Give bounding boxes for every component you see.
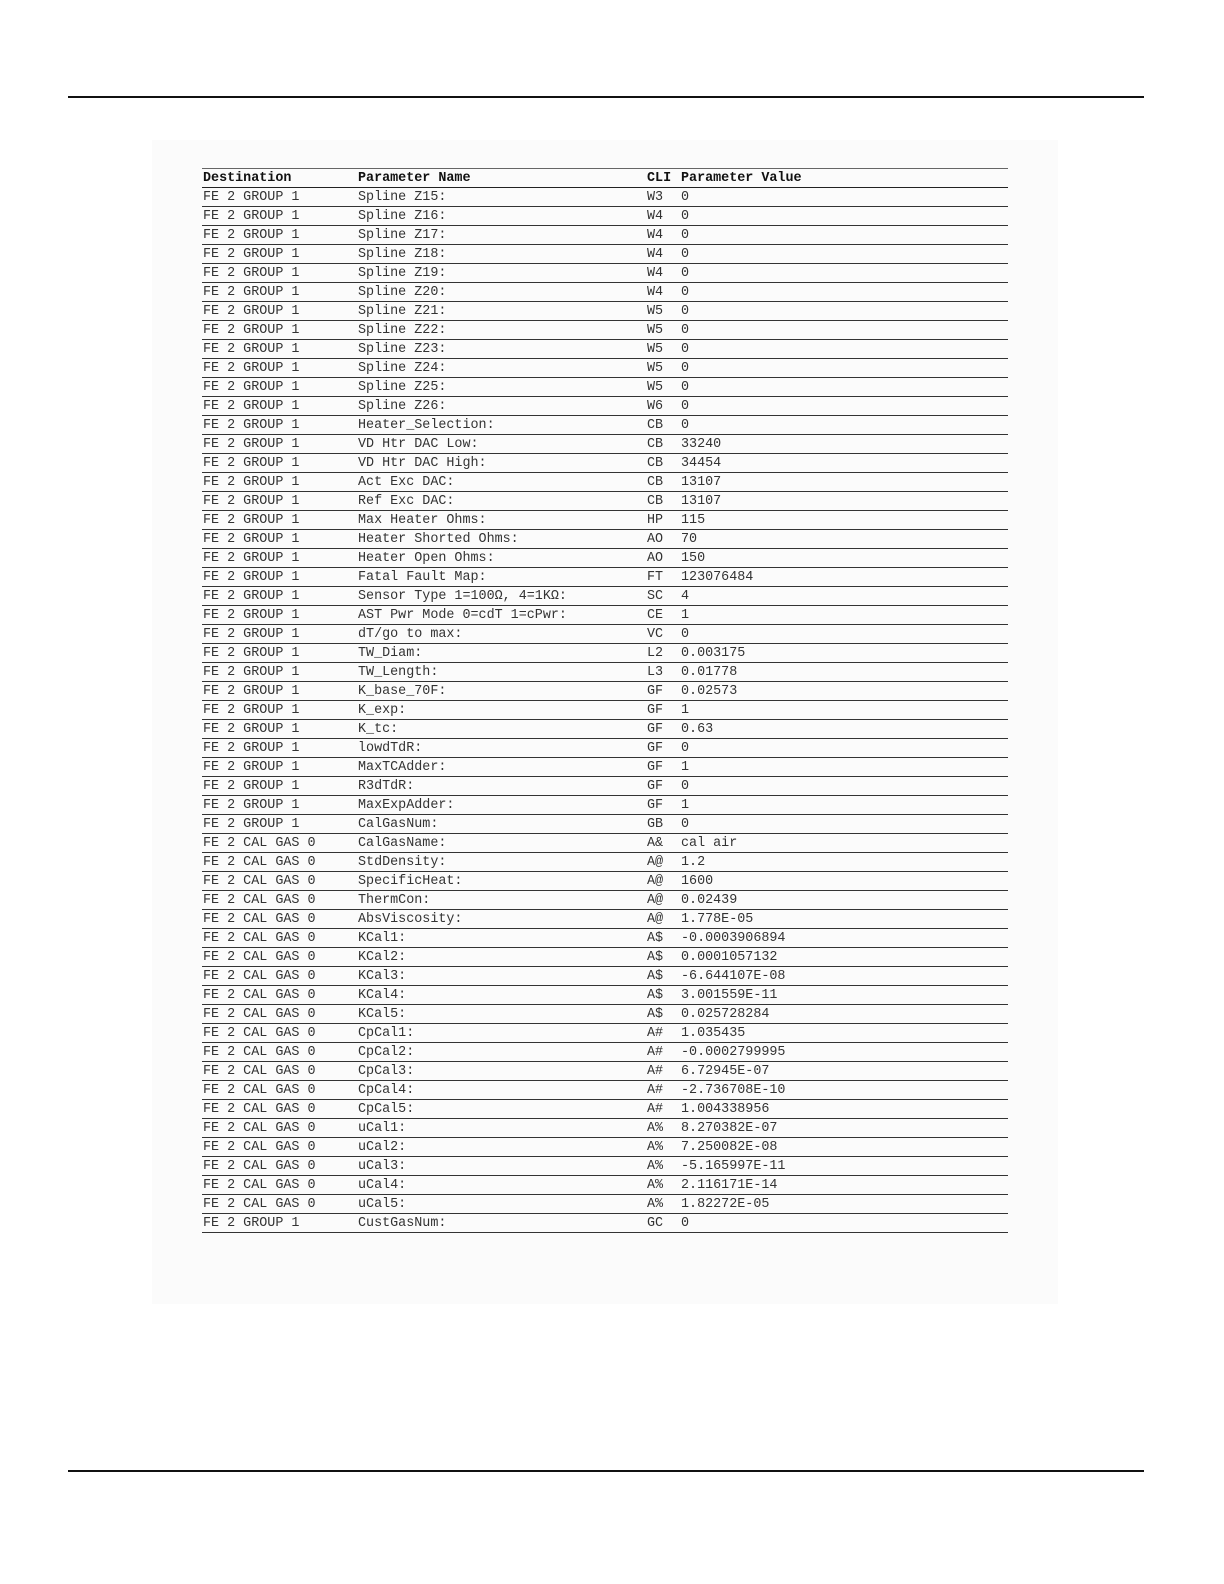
cell-parameter-value: 33240 bbox=[680, 435, 1008, 454]
cell-parameter-value: 1.035435 bbox=[680, 1024, 1008, 1043]
table-row bbox=[202, 815, 1008, 834]
cell-parameter-name: KCal3: bbox=[357, 967, 646, 986]
cell-cli: GF bbox=[646, 796, 680, 815]
cell-cli: A% bbox=[646, 1157, 680, 1176]
cell-cli: W5 bbox=[646, 378, 680, 397]
cell-parameter-value: -6.644107E-08 bbox=[680, 967, 1008, 986]
cell-parameter-value: 0 bbox=[680, 815, 1008, 834]
table-row bbox=[202, 644, 1008, 663]
table-row bbox=[202, 283, 1008, 302]
cell-parameter-name: TW_Diam: bbox=[357, 644, 646, 663]
cell-parameter-value: -0.0003906894 bbox=[680, 929, 1008, 948]
cell-parameter-name: Spline Z20: bbox=[357, 283, 646, 302]
cell-parameter-value: 1600 bbox=[680, 872, 1008, 891]
cell-destination: FE 2 GROUP 1 bbox=[202, 587, 357, 606]
cell-cli: A$ bbox=[646, 986, 680, 1005]
cell-cli: A# bbox=[646, 1024, 680, 1043]
cell-destination: FE 2 GROUP 1 bbox=[202, 606, 357, 625]
cell-parameter-value: 0 bbox=[680, 226, 1008, 245]
cell-parameter-value: 2.116171E-14 bbox=[680, 1176, 1008, 1195]
cell-destination: FE 2 GROUP 1 bbox=[202, 302, 357, 321]
cell-parameter-name: dT/go to max: bbox=[357, 625, 646, 644]
table-row bbox=[202, 777, 1008, 796]
cell-parameter-name: uCal1: bbox=[357, 1119, 646, 1138]
table-row bbox=[202, 587, 1008, 606]
cell-cli: CB bbox=[646, 416, 680, 435]
cell-parameter-name: KCal4: bbox=[357, 986, 646, 1005]
footer-rule bbox=[68, 1470, 1144, 1472]
cell-parameter-value: 150 bbox=[680, 549, 1008, 568]
cell-parameter-value: 13107 bbox=[680, 473, 1008, 492]
cell-parameter-name: Spline Z18: bbox=[357, 245, 646, 264]
table-row bbox=[202, 1024, 1008, 1043]
cell-cli: CB bbox=[646, 492, 680, 511]
cell-parameter-name: Heater Open Ohms: bbox=[357, 549, 646, 568]
cell-parameter-value: 0 bbox=[680, 245, 1008, 264]
cell-destination: FE 2 GROUP 1 bbox=[202, 720, 357, 739]
table-row bbox=[202, 1100, 1008, 1119]
cell-destination: FE 2 GROUP 1 bbox=[202, 644, 357, 663]
table-row bbox=[202, 340, 1008, 359]
cell-parameter-name: ThermCon: bbox=[357, 891, 646, 910]
cell-cli: A% bbox=[646, 1119, 680, 1138]
cell-parameter-name: KCal1: bbox=[357, 929, 646, 948]
cell-parameter-value: 0 bbox=[680, 302, 1008, 321]
table-row bbox=[202, 1214, 1008, 1233]
cell-parameter-value: 4 bbox=[680, 587, 1008, 606]
cell-destination: FE 2 GROUP 1 bbox=[202, 625, 357, 644]
table-row bbox=[202, 416, 1008, 435]
cell-parameter-value: 0 bbox=[680, 378, 1008, 397]
cell-destination: FE 2 GROUP 1 bbox=[202, 283, 357, 302]
cell-parameter-name: KCal2: bbox=[357, 948, 646, 967]
cell-parameter-name: AbsViscosity: bbox=[357, 910, 646, 929]
cell-parameter-value: 0 bbox=[680, 283, 1008, 302]
table-row bbox=[202, 359, 1008, 378]
cell-parameter-value: 0.01778 bbox=[680, 663, 1008, 682]
cell-destination: FE 2 GROUP 1 bbox=[202, 796, 357, 815]
cell-parameter-name: StdDensity: bbox=[357, 853, 646, 872]
cell-cli: GB bbox=[646, 815, 680, 834]
table-row bbox=[202, 302, 1008, 321]
cell-cli: A# bbox=[646, 1043, 680, 1062]
cell-parameter-name: uCal3: bbox=[357, 1157, 646, 1176]
table-body bbox=[202, 188, 1008, 1233]
cell-parameter-value: 13107 bbox=[680, 492, 1008, 511]
table-row bbox=[202, 1176, 1008, 1195]
cell-cli: W4 bbox=[646, 207, 680, 226]
cell-destination: FE 2 CAL GAS 0 bbox=[202, 1081, 357, 1100]
cell-parameter-name: K_base_70F: bbox=[357, 682, 646, 701]
cell-parameter-name: Heater_Selection: bbox=[357, 416, 646, 435]
cell-cli: W5 bbox=[646, 321, 680, 340]
table-row bbox=[202, 796, 1008, 815]
cell-cli: W4 bbox=[646, 283, 680, 302]
cell-destination: FE 2 GROUP 1 bbox=[202, 359, 357, 378]
cell-cli: VC bbox=[646, 625, 680, 644]
cell-parameter-value: -0.0002799995 bbox=[680, 1043, 1008, 1062]
cell-destination: FE 2 GROUP 1 bbox=[202, 1214, 357, 1233]
cell-cli: GF bbox=[646, 758, 680, 777]
cell-destination: FE 2 CAL GAS 0 bbox=[202, 1062, 357, 1081]
cell-parameter-name: Spline Z16: bbox=[357, 207, 646, 226]
table-row bbox=[202, 967, 1008, 986]
table-row bbox=[202, 1195, 1008, 1214]
cell-parameter-name: CpCal5: bbox=[357, 1100, 646, 1119]
cell-cli: A% bbox=[646, 1138, 680, 1157]
cell-cli: A# bbox=[646, 1081, 680, 1100]
cell-parameter-name: TW_Length: bbox=[357, 663, 646, 682]
cell-cli: A$ bbox=[646, 1005, 680, 1024]
cell-destination: FE 2 CAL GAS 0 bbox=[202, 1005, 357, 1024]
cell-parameter-name: KCal5: bbox=[357, 1005, 646, 1024]
table-row bbox=[202, 625, 1008, 644]
cell-parameter-name: Spline Z17: bbox=[357, 226, 646, 245]
cell-parameter-value: 0 bbox=[680, 264, 1008, 283]
cell-destination: FE 2 GROUP 1 bbox=[202, 739, 357, 758]
table-row bbox=[202, 910, 1008, 929]
table-row bbox=[202, 264, 1008, 283]
cell-parameter-name: Spline Z19: bbox=[357, 264, 646, 283]
cell-cli: A& bbox=[646, 834, 680, 853]
cell-parameter-name: Spline Z26: bbox=[357, 397, 646, 416]
column-header-parameter-name: Parameter Name bbox=[357, 169, 646, 188]
cell-cli: CB bbox=[646, 454, 680, 473]
cell-cli: A@ bbox=[646, 891, 680, 910]
table-row bbox=[202, 891, 1008, 910]
cell-parameter-name: Act Exc DAC: bbox=[357, 473, 646, 492]
cell-parameter-value: 0.02573 bbox=[680, 682, 1008, 701]
cell-parameter-name: uCal2: bbox=[357, 1138, 646, 1157]
table-row bbox=[202, 378, 1008, 397]
cell-parameter-value: 0 bbox=[680, 340, 1008, 359]
cell-parameter-name: uCal5: bbox=[357, 1195, 646, 1214]
cell-cli: GC bbox=[646, 1214, 680, 1233]
table-row bbox=[202, 492, 1008, 511]
column-header-cli: CLI bbox=[646, 169, 680, 188]
table-row bbox=[202, 1005, 1008, 1024]
table-row bbox=[202, 986, 1008, 1005]
cell-parameter-name: CpCal3: bbox=[357, 1062, 646, 1081]
cell-destination: FE 2 GROUP 1 bbox=[202, 378, 357, 397]
cell-parameter-name: R3dTdR: bbox=[357, 777, 646, 796]
cell-parameter-value: 0.0001057132 bbox=[680, 948, 1008, 967]
cell-destination: FE 2 GROUP 1 bbox=[202, 511, 357, 530]
cell-destination: FE 2 GROUP 1 bbox=[202, 321, 357, 340]
cell-cli: GF bbox=[646, 720, 680, 739]
cell-parameter-value: 0 bbox=[680, 625, 1008, 644]
cell-parameter-value: 0 bbox=[680, 207, 1008, 226]
header-rule bbox=[68, 96, 1144, 98]
cell-destination: FE 2 GROUP 1 bbox=[202, 549, 357, 568]
cell-destination: FE 2 CAL GAS 0 bbox=[202, 1100, 357, 1119]
table-row bbox=[202, 435, 1008, 454]
cell-parameter-name: Spline Z15: bbox=[357, 188, 646, 207]
cell-parameter-value: 0.63 bbox=[680, 720, 1008, 739]
cell-destination: FE 2 CAL GAS 0 bbox=[202, 1024, 357, 1043]
cell-cli: W3 bbox=[646, 188, 680, 207]
table-row bbox=[202, 1157, 1008, 1176]
table-row bbox=[202, 1119, 1008, 1138]
cell-destination: FE 2 GROUP 1 bbox=[202, 340, 357, 359]
cell-parameter-value: 0 bbox=[680, 321, 1008, 340]
cell-parameter-value: 0 bbox=[680, 777, 1008, 796]
parameter-table bbox=[202, 168, 1008, 1233]
cell-cli: SC bbox=[646, 587, 680, 606]
cell-parameter-value: cal air bbox=[680, 834, 1008, 853]
cell-destination: FE 2 GROUP 1 bbox=[202, 188, 357, 207]
cell-cli: A$ bbox=[646, 948, 680, 967]
cell-cli: W4 bbox=[646, 226, 680, 245]
cell-parameter-value: 123076484 bbox=[680, 568, 1008, 587]
cell-cli: AO bbox=[646, 530, 680, 549]
cell-cli: A$ bbox=[646, 929, 680, 948]
table-row bbox=[202, 758, 1008, 777]
table-row bbox=[202, 188, 1008, 207]
cell-cli: HP bbox=[646, 511, 680, 530]
cell-destination: FE 2 GROUP 1 bbox=[202, 473, 357, 492]
cell-destination: FE 2 GROUP 1 bbox=[202, 416, 357, 435]
cell-cli: A@ bbox=[646, 853, 680, 872]
cell-destination: FE 2 CAL GAS 0 bbox=[202, 1195, 357, 1214]
cell-parameter-name: CalGasName: bbox=[357, 834, 646, 853]
cell-parameter-value: 1 bbox=[680, 701, 1008, 720]
cell-parameter-name: Ref Exc DAC: bbox=[357, 492, 646, 511]
cell-cli: GF bbox=[646, 701, 680, 720]
cell-parameter-value: 1 bbox=[680, 758, 1008, 777]
cell-parameter-value: 0 bbox=[680, 416, 1008, 435]
cell-destination: FE 2 GROUP 1 bbox=[202, 701, 357, 720]
cell-cli: FT bbox=[646, 568, 680, 587]
table-row bbox=[202, 530, 1008, 549]
cell-parameter-name: Sensor Type 1=100Ω, 4=1KΩ: bbox=[357, 587, 646, 606]
column-header-destination: Destination bbox=[202, 169, 357, 188]
cell-parameter-value: 70 bbox=[680, 530, 1008, 549]
cell-parameter-value: 34454 bbox=[680, 454, 1008, 473]
table-row bbox=[202, 226, 1008, 245]
cell-destination: FE 2 GROUP 1 bbox=[202, 226, 357, 245]
cell-parameter-value: 1.2 bbox=[680, 853, 1008, 872]
column-header-parameter-value: Parameter Value bbox=[680, 169, 1008, 188]
cell-parameter-value: -2.736708E-10 bbox=[680, 1081, 1008, 1100]
cell-parameter-value: 1 bbox=[680, 796, 1008, 815]
cell-destination: FE 2 GROUP 1 bbox=[202, 435, 357, 454]
table-row bbox=[202, 511, 1008, 530]
cell-cli: A$ bbox=[646, 967, 680, 986]
table-header-row bbox=[202, 169, 1008, 188]
cell-cli: A% bbox=[646, 1176, 680, 1195]
cell-parameter-value: 8.270382E-07 bbox=[680, 1119, 1008, 1138]
cell-destination: FE 2 GROUP 1 bbox=[202, 264, 357, 283]
cell-parameter-value: 1.004338956 bbox=[680, 1100, 1008, 1119]
cell-parameter-value: 0.003175 bbox=[680, 644, 1008, 663]
cell-parameter-name: MaxTCAdder: bbox=[357, 758, 646, 777]
cell-parameter-name: CustGasNum: bbox=[357, 1214, 646, 1233]
cell-parameter-value: -5.165997E-11 bbox=[680, 1157, 1008, 1176]
cell-cli: W5 bbox=[646, 340, 680, 359]
cell-destination: FE 2 CAL GAS 0 bbox=[202, 1138, 357, 1157]
table-row bbox=[202, 245, 1008, 264]
cell-destination: FE 2 CAL GAS 0 bbox=[202, 853, 357, 872]
cell-cli: GF bbox=[646, 682, 680, 701]
cell-parameter-value: 0 bbox=[680, 359, 1008, 378]
table-row bbox=[202, 929, 1008, 948]
cell-parameter-name: K_exp: bbox=[357, 701, 646, 720]
cell-destination: FE 2 CAL GAS 0 bbox=[202, 910, 357, 929]
cell-parameter-name: SpecificHeat: bbox=[357, 872, 646, 891]
table-row bbox=[202, 207, 1008, 226]
cell-parameter-name: uCal4: bbox=[357, 1176, 646, 1195]
table-row bbox=[202, 473, 1008, 492]
table-row bbox=[202, 454, 1008, 473]
cell-cli: AO bbox=[646, 549, 680, 568]
cell-parameter-name: VD Htr DAC Low: bbox=[357, 435, 646, 454]
cell-destination: FE 2 GROUP 1 bbox=[202, 207, 357, 226]
cell-parameter-name: Spline Z25: bbox=[357, 378, 646, 397]
cell-parameter-name: CpCal1: bbox=[357, 1024, 646, 1043]
cell-destination: FE 2 CAL GAS 0 bbox=[202, 967, 357, 986]
cell-parameter-name: VD Htr DAC High: bbox=[357, 454, 646, 473]
table-row bbox=[202, 948, 1008, 967]
cell-parameter-value: 115 bbox=[680, 511, 1008, 530]
cell-parameter-value: 1.778E-05 bbox=[680, 910, 1008, 929]
table-row bbox=[202, 1043, 1008, 1062]
cell-parameter-name: AST Pwr Mode 0=cdT 1=cPwr: bbox=[357, 606, 646, 625]
cell-cli: GF bbox=[646, 777, 680, 796]
cell-parameter-name: Heater Shorted Ohms: bbox=[357, 530, 646, 549]
table-row bbox=[202, 701, 1008, 720]
cell-cli: A# bbox=[646, 1062, 680, 1081]
cell-parameter-name: Spline Z23: bbox=[357, 340, 646, 359]
cell-parameter-name: CalGasNum: bbox=[357, 815, 646, 834]
cell-cli: W4 bbox=[646, 264, 680, 283]
cell-parameter-name: Spline Z22: bbox=[357, 321, 646, 340]
table-row bbox=[202, 1081, 1008, 1100]
cell-destination: FE 2 GROUP 1 bbox=[202, 245, 357, 264]
cell-destination: FE 2 GROUP 1 bbox=[202, 530, 357, 549]
cell-parameter-value: 0.025728284 bbox=[680, 1005, 1008, 1024]
cell-destination: FE 2 CAL GAS 0 bbox=[202, 1157, 357, 1176]
cell-destination: FE 2 GROUP 1 bbox=[202, 568, 357, 587]
cell-cli: A@ bbox=[646, 910, 680, 929]
cell-cli: W5 bbox=[646, 359, 680, 378]
cell-parameter-value: 1.82272E-05 bbox=[680, 1195, 1008, 1214]
cell-destination: FE 2 GROUP 1 bbox=[202, 663, 357, 682]
table-row bbox=[202, 834, 1008, 853]
table-row bbox=[202, 321, 1008, 340]
cell-parameter-name: CpCal4: bbox=[357, 1081, 646, 1100]
table-row bbox=[202, 606, 1008, 625]
cell-destination: FE 2 CAL GAS 0 bbox=[202, 1176, 357, 1195]
cell-parameter-value: 0 bbox=[680, 1214, 1008, 1233]
table-row bbox=[202, 720, 1008, 739]
cell-cli: CE bbox=[646, 606, 680, 625]
cell-destination: FE 2 CAL GAS 0 bbox=[202, 834, 357, 853]
cell-destination: FE 2 CAL GAS 0 bbox=[202, 1043, 357, 1062]
table-row bbox=[202, 397, 1008, 416]
table-row bbox=[202, 853, 1008, 872]
cell-destination: FE 2 GROUP 1 bbox=[202, 454, 357, 473]
table-row bbox=[202, 663, 1008, 682]
cell-parameter-name: Max Heater Ohms: bbox=[357, 511, 646, 530]
cell-parameter-name: Fatal Fault Map: bbox=[357, 568, 646, 587]
cell-parameter-value: 0.02439 bbox=[680, 891, 1008, 910]
table-row bbox=[202, 1062, 1008, 1081]
cell-parameter-name: MaxExpAdder: bbox=[357, 796, 646, 815]
cell-parameter-value: 1 bbox=[680, 606, 1008, 625]
cell-parameter-name: Spline Z21: bbox=[357, 302, 646, 321]
cell-destination: FE 2 CAL GAS 0 bbox=[202, 872, 357, 891]
cell-destination: FE 2 CAL GAS 0 bbox=[202, 891, 357, 910]
cell-cli: W5 bbox=[646, 302, 680, 321]
cell-cli: W4 bbox=[646, 245, 680, 264]
cell-destination: FE 2 GROUP 1 bbox=[202, 492, 357, 511]
cell-destination: FE 2 CAL GAS 0 bbox=[202, 1119, 357, 1138]
table-row bbox=[202, 739, 1008, 758]
cell-parameter-name: CpCal2: bbox=[357, 1043, 646, 1062]
cell-parameter-name: K_tc: bbox=[357, 720, 646, 739]
cell-cli: L3 bbox=[646, 663, 680, 682]
cell-parameter-value: 6.72945E-07 bbox=[680, 1062, 1008, 1081]
cell-cli: A% bbox=[646, 1195, 680, 1214]
table-row bbox=[202, 1138, 1008, 1157]
table-row bbox=[202, 549, 1008, 568]
cell-parameter-name: Spline Z24: bbox=[357, 359, 646, 378]
cell-parameter-value: 3.001559E-11 bbox=[680, 986, 1008, 1005]
cell-parameter-value: 0 bbox=[680, 188, 1008, 207]
cell-destination: FE 2 CAL GAS 0 bbox=[202, 929, 357, 948]
cell-cli: GF bbox=[646, 739, 680, 758]
table-row bbox=[202, 872, 1008, 891]
cell-destination: FE 2 GROUP 1 bbox=[202, 397, 357, 416]
table-row bbox=[202, 682, 1008, 701]
cell-destination: FE 2 GROUP 1 bbox=[202, 777, 357, 796]
cell-cli: W6 bbox=[646, 397, 680, 416]
cell-parameter-value: 0 bbox=[680, 397, 1008, 416]
cell-destination: FE 2 CAL GAS 0 bbox=[202, 948, 357, 967]
cell-parameter-name: lowdTdR: bbox=[357, 739, 646, 758]
table-row bbox=[202, 568, 1008, 587]
cell-cli: L2 bbox=[646, 644, 680, 663]
cell-destination: FE 2 GROUP 1 bbox=[202, 815, 357, 834]
cell-cli: CB bbox=[646, 473, 680, 492]
cell-destination: FE 2 GROUP 1 bbox=[202, 682, 357, 701]
cell-destination: FE 2 GROUP 1 bbox=[202, 758, 357, 777]
cell-parameter-value: 0 bbox=[680, 739, 1008, 758]
cell-cli: A# bbox=[646, 1100, 680, 1119]
cell-cli: A@ bbox=[646, 872, 680, 891]
cell-parameter-value: 7.250082E-08 bbox=[680, 1138, 1008, 1157]
cell-destination: FE 2 CAL GAS 0 bbox=[202, 986, 357, 1005]
cell-cli: CB bbox=[646, 435, 680, 454]
